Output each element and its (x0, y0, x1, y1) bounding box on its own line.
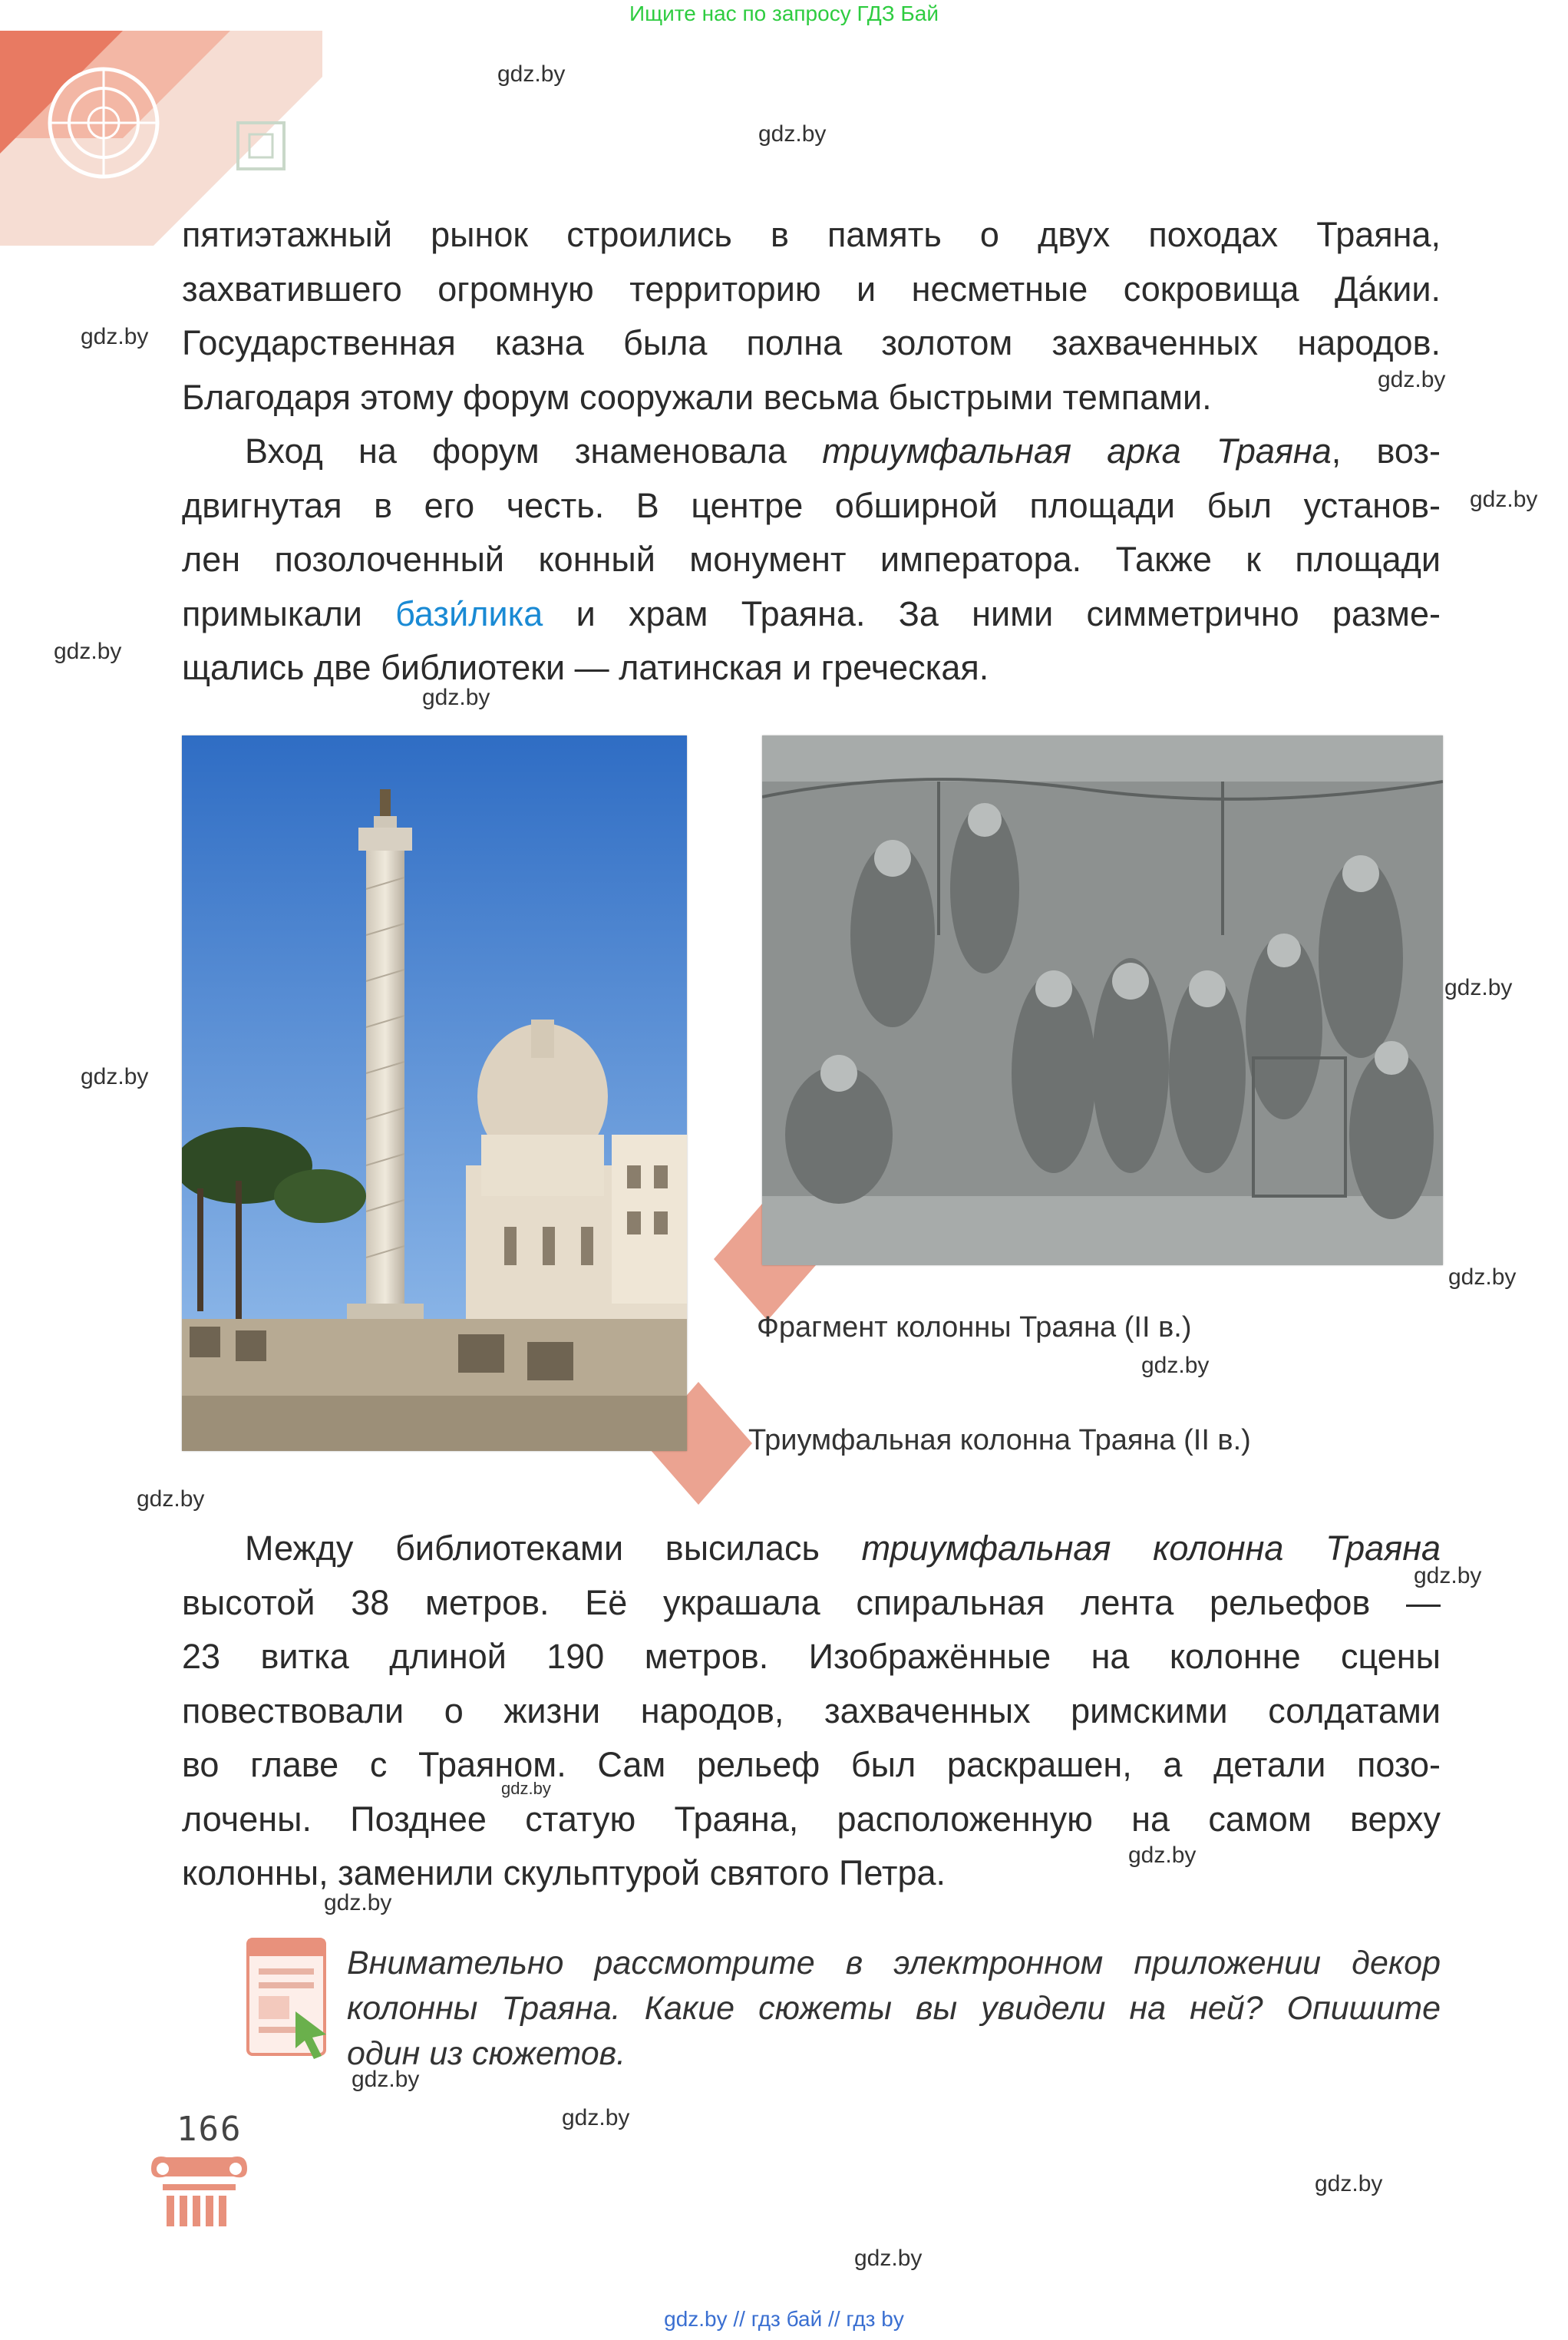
watermark: gdz.by (1414, 1563, 1482, 1588)
watermark: gdz.by (1141, 1353, 1210, 1378)
paragraph-1 (182, 208, 1441, 425)
text-line: колонны, заменили скульптурой святого Петра. (182, 1853, 946, 1892)
text-line (182, 587, 1441, 642)
top-banner[interactable]: Ищите нас по запросу ГДЗ Бай (629, 2, 939, 25)
paragraph-2 (182, 425, 1441, 696)
text-line: лочены. Позднее статую Траяна, расположенную на самом верху (182, 1799, 1441, 1839)
text-run: Вход на форум знаменовала (245, 431, 823, 471)
basilica-link[interactable]: бази́лика (395, 593, 543, 633)
watermark: gdz.by (1444, 975, 1513, 1000)
paragraph-3 (182, 1522, 1441, 1901)
term-triumphal-arch: триумфальная арка Траяна (822, 431, 1332, 471)
text-line: повествовали о жизни народов, захваченных римскими солдатами (182, 1691, 1441, 1730)
watermark: gdz.by (1448, 1264, 1517, 1290)
text-line: двигнутая в его честь. В центре обширной площади был установ- (182, 485, 1441, 525)
relief-caption: Фрагмент колонны Траяна (II в.) (757, 1311, 1192, 1344)
column-relief-image (762, 735, 1443, 1265)
watermark: gdz.by (81, 1064, 149, 1089)
trajan-column-photo (182, 735, 687, 1451)
text-line: пятиэтажный рынок строились в память о двух походах Траяна, (182, 215, 1441, 254)
text-line (182, 1522, 1441, 1576)
page-number: 166 (177, 2110, 243, 2149)
watermark: gdz.by (497, 61, 566, 87)
watermark: gdz.by (137, 1486, 205, 1512)
text-line: Благодаря этому форум сооружали весьма быстрыми темпами. (182, 377, 1212, 417)
task-line: Внимательно рассмотрите в электронном приложении декор (347, 1945, 1441, 1981)
task-line: колонны Траяна. Какие сюжеты вы увидели на ней? Опишите (347, 1990, 1441, 2027)
text-line: захватившего огромную территорию и несметные сокровища Да́кии. (182, 269, 1441, 309)
watermark: gdz.by (324, 1890, 392, 1915)
watermark: gdz.by (1128, 1843, 1197, 1868)
watermark: gdz.by (422, 685, 490, 710)
text-run: Между библиотеками высилась (245, 1529, 862, 1568)
term-triumphal-column: триумфальная колонна Траяна (861, 1529, 1441, 1568)
text-line: лен позолоченный конный монумент императора. Также к площади (182, 540, 1441, 579)
text-line: во главе с Траяном. Сам рельеф был раскрашен, а детали позо- (182, 1745, 1441, 1784)
watermark: gdz.by (854, 2246, 923, 2271)
task-line: один из сюжетов. (347, 2035, 626, 2072)
text-line: щались две библиотеки — латинская и греческая. (182, 648, 989, 687)
watermark: gdz.by (1378, 367, 1446, 392)
text-line (182, 425, 1441, 479)
text-run: , воз- (1331, 431, 1441, 471)
text-run: и храм Траяна. За ними симметрично разме- (543, 593, 1441, 633)
watermark: gdz.by (81, 324, 149, 349)
trajan-column-image (182, 735, 687, 1451)
electronic-supplement-icon[interactable] (242, 1935, 334, 2065)
text-line: 23 витка длиной 190 метров. Изображённые на колонне сцены (182, 1637, 1441, 1676)
watermark: gdz.by (54, 639, 122, 664)
watermark: gdz.by (501, 1779, 551, 1798)
watermark: gdz.by (352, 2067, 420, 2092)
column-caption: Триумфальная колонна Траяна (II в.) (748, 1424, 1251, 1456)
watermark: gdz.by (758, 121, 827, 147)
watermark: gdz.by (1470, 487, 1538, 512)
ionic-capital-icon (147, 2153, 251, 2230)
footer-links[interactable]: gdz.by // гдз бай // гдз by (664, 2307, 904, 2331)
watermark: gdz.by (562, 2105, 630, 2130)
text-run: примыкали (182, 593, 396, 633)
task-question (347, 1941, 1441, 2077)
watermark: gdz.by (1315, 2171, 1383, 2196)
column-relief-photo (762, 735, 1443, 1265)
text-line: высотой 38 метров. Её украшала спиральная лента рельефов — (182, 1582, 1441, 1622)
text-line: Государственная казна была полна золотом захваченных народов. (182, 323, 1441, 362)
